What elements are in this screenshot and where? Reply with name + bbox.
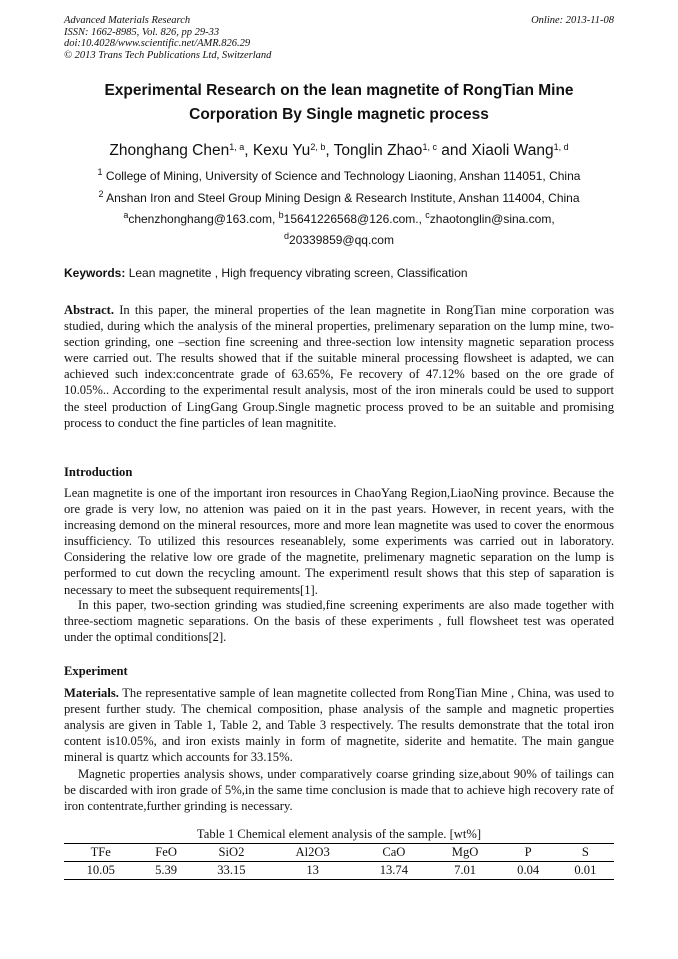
- keywords-text: Lean magnetite , High frequency vibrating screen, Classification: [128, 266, 468, 280]
- author-name: Kexu Yu: [252, 142, 311, 159]
- author-list: Zhonghang Chen$^{1, a}$, Kexu Yu$^{2, b}$, Tonglin Zhao$^{1, c}$ and Xiaoli Wang$^{1, d}$: [109, 142, 569, 159]
- affiliation-2: [64, 189, 614, 205]
- table-header-cell: S: [557, 844, 614, 862]
- keywords-line: [64, 266, 468, 280]
- affiliation-text: College of Mining, University of Science and Technology Liaoning, Anshan 114051, China: [105, 169, 581, 183]
- table-header-cell: CaO: [357, 844, 431, 862]
- author-name: Xiaoli Wang: [471, 142, 554, 159]
- doi-line: doi:10.4028/www.scientific.net/AMR.826.29: [64, 38, 251, 49]
- table-cell: 7.01: [431, 862, 500, 880]
- paper-title: [64, 79, 614, 127]
- author-sup: 1, a: [229, 142, 245, 152]
- table-header-cell: SiO2: [195, 844, 269, 862]
- abstract-paragraph: [64, 302, 614, 431]
- table-1: [64, 843, 614, 880]
- abstract-text: In this paper, the mineral properties of the lean magnetite in RongTian mine corporation was studied, during which the analysis of the mineral properties, prelimenary separation on the lump mine, two-section grinding, one –section fine screening and three-section low intensity magnetic separation process were carried out. The results showed that if the suitable mineral processing flowsheet is adapted, we can achieved such index:concentrate grade of 63.65%, Fe recovery of 47.12% based on the ore grade of 10.05%.. According to the experimental result analysis, most of the iron minerals could be used to support the steel production of LingGang Group.Single magnetic process proved to be an suitable and promising process to conduct the fine particles of lean magnitite.: [64, 303, 614, 430]
- email-b: 15641226568@126.com.: [283, 212, 419, 226]
- email-c: zhaotonglin@sina.com,: [429, 212, 555, 226]
- table-row: [64, 862, 614, 880]
- email-a: chenzhonghang@163.com: [128, 212, 272, 226]
- intro-paragraph-2: In this paper, two-section grinding was studied,fine screening experiments are also made together with three-sectiom magnetic separations. On the basis of these experiments , full flowsheet test was operated under the optimal conditions[2].: [64, 598, 614, 645]
- keywords-label: Keywords:: [64, 266, 126, 280]
- section-heading-introduction: Introduction: [64, 465, 133, 479]
- online-date: Online: 2013-11-08: [531, 15, 614, 26]
- author-sup: 1, d: [553, 142, 569, 152]
- table-cell: 0.04: [500, 862, 557, 880]
- author-sup: 2, b: [310, 142, 326, 152]
- table-header-cell: Al2O3: [268, 844, 357, 862]
- table-cell: 5.39: [138, 862, 195, 880]
- table-header-cell: TFe: [64, 844, 138, 862]
- copyright-line: © 2013 Trans Tech Publications Ltd, Switzerland: [64, 49, 272, 61]
- table-header-cell: MgO: [431, 844, 500, 862]
- author-name: Tonglin Zhao: [333, 142, 423, 159]
- affiliation-number: 1: [97, 167, 103, 177]
- issn-line: ISSN: 1662-8985, Vol. 826, pp 29-33: [64, 26, 220, 38]
- materials-label: Materials.: [64, 686, 119, 700]
- email-d: 20339859@qq.com: [289, 233, 394, 247]
- author-name: Zhonghang Chen: [109, 142, 230, 159]
- table-cell: 33.15: [195, 862, 269, 880]
- section-heading-experiment: Experiment: [64, 664, 128, 678]
- title-line-1: Experimental Research on the lean magnetite of RongTian Mine: [104, 82, 574, 99]
- email-line-2: $^d$20339859@qq.com: [284, 231, 394, 247]
- table-header-row: [64, 844, 614, 862]
- intro-paragraph-1: Lean magnetite is one of the important iron resources in ChaoYang Region,LiaoNing province. Because the ore grade is very low, no attenion was paied on it in the past years. However, in recent years, with the increasing demond on the mineral resources, more and more lean magnetite was used to cover the enormous insufficiency. To utilized this resources reseanablely, some experiments was carried out in laboratory. Considering the relative low ore grade of the magnetite, prelimenary magnetic separation on the lump is performed to cut down the recycling amount. The experimentl result shows that this step of saparation is necessary to meet the subsequent requirements[1].: [64, 486, 614, 597]
- author-sup: 1, c: [422, 142, 437, 152]
- journal-name: Advanced Materials Research: [64, 15, 191, 26]
- table-1-caption: Table 1 Chemical element analysis of the sample. [wt%]: [196, 827, 482, 841]
- table-cell: 0.01: [557, 862, 614, 880]
- materials-paragraph: [64, 685, 614, 765]
- table-cell: 13.74: [357, 862, 431, 880]
- title-line-2: Corporation By Single magnetic process: [189, 106, 489, 123]
- table-cell: 10.05: [64, 862, 138, 880]
- affiliation-1: [64, 167, 614, 183]
- running-header: [64, 15, 614, 61]
- materials-text: The representative sample of lean magnetite collected from RongTian Mine , China, was used to present further study. The chemical composition, phase analysis of the sample and magnetic properties analysis are given in Table 1, Table 2, and Table 3 respectively. The results demonstrate that the total iron content is10.05%, and iron exists mainly in form of magnetite, siderite and hematite. The main gangue mineral is quartz which accounts for 33.15%.: [64, 686, 614, 765]
- email-line-1: $^a$chenzhonghang@163.com, $^b$15641226568@126.com., $^c$zhaotonglin@sina.com,: [123, 210, 555, 226]
- table-cell: 13: [268, 862, 357, 880]
- table-header-cell: P: [500, 844, 557, 862]
- magnetic-properties-paragraph: Magnetic properties analysis shows, under comparatively coarse grinding size,about 90% of tailings can be discarded with iron grade of 5%,in the same time conclusion is made that to achieve high recovery rate of iron contentrate,further grinding is necessary.: [64, 767, 614, 814]
- table-header-cell: FeO: [138, 844, 195, 862]
- abstract-label: Abstract.: [64, 303, 115, 317]
- affiliation-number: 2: [98, 189, 104, 199]
- affiliation-text: Anshan Iron and Steel Group Mining Design & Research Institute, Anshan 114004, China: [106, 191, 580, 205]
